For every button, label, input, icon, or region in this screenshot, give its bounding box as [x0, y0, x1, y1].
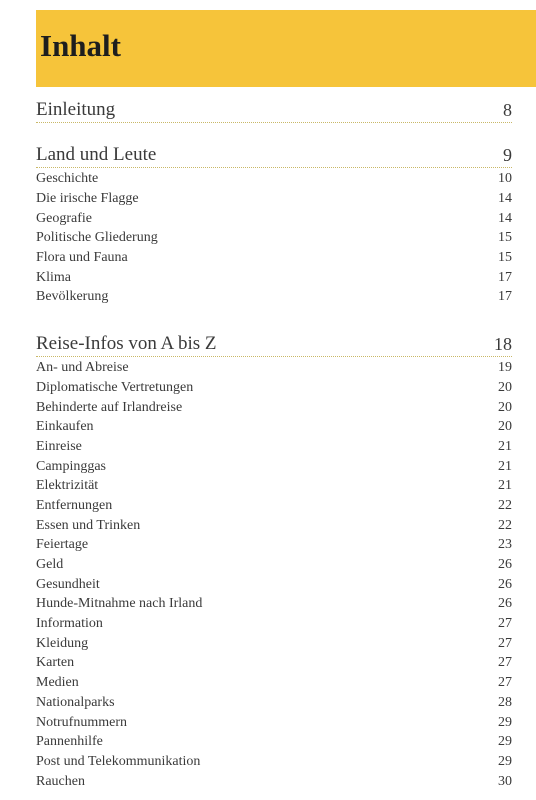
entry-label: Politische Gliederung [36, 230, 158, 246]
entry-page-number: 20 [498, 399, 512, 415]
entry-page-number: 28 [498, 694, 512, 710]
entry-label: Campinggas [36, 458, 106, 474]
entry-label: Die irische Flagge [36, 191, 139, 207]
section-title: Reise-Infos von A bis Z [36, 332, 217, 354]
section-page-number: 9 [503, 145, 512, 165]
toc-entry-list [36, 358, 512, 791]
entry-page-number: 22 [498, 517, 512, 533]
entry-page-number: 22 [498, 497, 512, 513]
entry-page-number: 21 [498, 438, 512, 454]
entry-label: Post und Telekommunikation [36, 753, 201, 769]
entry-label: Rauchen [36, 773, 85, 789]
toc-section-heading[interactable] [36, 329, 512, 357]
entry-page-number: 15 [498, 230, 512, 246]
entry-page-number: 29 [498, 714, 512, 730]
toc-section-heading[interactable] [36, 95, 512, 123]
entry-label: Medien [36, 675, 79, 691]
section-title: Einleitung [36, 99, 116, 120]
toc-entry[interactable] [36, 397, 512, 417]
entry-page-number: 17 [498, 269, 512, 285]
entry-page-number: 26 [498, 576, 512, 592]
toc-entry-list [36, 169, 512, 307]
toc-entry[interactable] [36, 378, 512, 398]
toc-entry[interactable] [36, 752, 512, 772]
entry-label: Information [36, 616, 103, 632]
entry-label: Entfernungen [36, 497, 113, 513]
entry-page-number: 21 [498, 458, 512, 474]
toc-entry[interactable] [36, 712, 512, 732]
entry-label: Gesundheit [36, 576, 100, 592]
entry-label: Elektrizität [36, 478, 99, 494]
toc-entry[interactable] [36, 358, 512, 378]
page-title: Inhalt [40, 28, 121, 63]
toc-entry[interactable] [36, 673, 512, 693]
entry-label: Geschichte [36, 171, 99, 187]
entry-page-number: 27 [498, 616, 512, 632]
toc-entry[interactable] [36, 633, 512, 653]
entry-label: Kleidung [36, 635, 89, 651]
toc-section-land-und-leute [36, 140, 512, 307]
entry-page-number: 26 [498, 596, 512, 612]
entry-label: Pannenhilfe [36, 734, 103, 750]
section-page-number: 8 [503, 100, 512, 120]
toc-entry[interactable] [36, 437, 512, 457]
entry-page-number: 26 [498, 557, 512, 573]
toc-entry[interactable] [36, 515, 512, 535]
toc-entry[interactable] [36, 574, 512, 594]
section-title: Land und Leute [36, 144, 157, 165]
toc-entry[interactable] [36, 771, 512, 791]
entry-label: An- und Abreise [36, 360, 129, 376]
toc-entry[interactable] [36, 496, 512, 516]
entry-page-number: 30 [498, 773, 512, 789]
entry-label: Geld [36, 557, 64, 573]
toc-entry[interactable] [36, 476, 512, 496]
entry-label: Diplomatische Vertretungen [36, 379, 194, 395]
toc-section-reise-infos [36, 329, 512, 791]
entry-label: Essen und Trinken [36, 517, 141, 533]
entry-page-number: 29 [498, 753, 512, 769]
toc-entry[interactable] [36, 693, 512, 713]
entry-page-number: 29 [498, 734, 512, 750]
entry-page-number: 27 [498, 655, 512, 671]
entry-label: Klima [36, 269, 71, 285]
entry-label: Karten [36, 655, 75, 671]
toc-entry[interactable] [36, 535, 512, 555]
entry-label: Flora und Fauna [36, 250, 128, 266]
entry-label: Nationalparks [36, 694, 115, 710]
toc-entry[interactable] [36, 208, 512, 228]
entry-page-number: 23 [498, 537, 512, 553]
toc-entry[interactable] [36, 653, 512, 673]
toc-entry[interactable] [36, 614, 512, 634]
entry-page-number: 14 [498, 210, 512, 226]
entry-page-number: 20 [498, 419, 512, 435]
entry-page-number: 27 [498, 635, 512, 651]
entry-label: Einkaufen [36, 419, 94, 435]
toc-entry[interactable] [36, 732, 512, 752]
entry-page-number: 17 [498, 289, 512, 305]
table-of-contents [36, 95, 512, 791]
entry-label: Feiertage [36, 537, 89, 553]
toc-entry[interactable] [36, 287, 512, 307]
entry-page-number: 19 [498, 360, 512, 376]
entry-page-number: 10 [498, 171, 512, 187]
entry-page-number: 21 [498, 478, 512, 494]
entry-page-number: 27 [498, 675, 512, 691]
toc-entry[interactable] [36, 169, 512, 189]
entry-label: Behinderte auf Irlandreise [36, 399, 183, 415]
toc-entry[interactable] [36, 456, 512, 476]
toc-entry[interactable] [36, 248, 512, 268]
section-page-number: 18 [494, 333, 512, 354]
entry-page-number: 15 [498, 250, 512, 266]
entry-label: Einreise [36, 438, 82, 454]
entry-label: Hunde-Mitnahme nach Irland [36, 596, 203, 612]
toc-entry[interactable] [36, 594, 512, 614]
toc-section-einleitung [36, 95, 512, 123]
entry-label: Geografie [36, 210, 92, 226]
toc-section-heading[interactable] [36, 140, 512, 168]
toc-entry[interactable] [36, 417, 512, 437]
toc-entry[interactable] [36, 555, 512, 575]
entry-label: Bevölkerung [36, 289, 109, 305]
toc-entry[interactable] [36, 189, 512, 209]
toc-entry[interactable] [36, 228, 512, 248]
toc-entry[interactable] [36, 267, 512, 287]
entry-label: Notrufnummern [36, 714, 127, 730]
entry-page-number: 20 [498, 379, 512, 395]
entry-page-number: 14 [498, 191, 512, 207]
